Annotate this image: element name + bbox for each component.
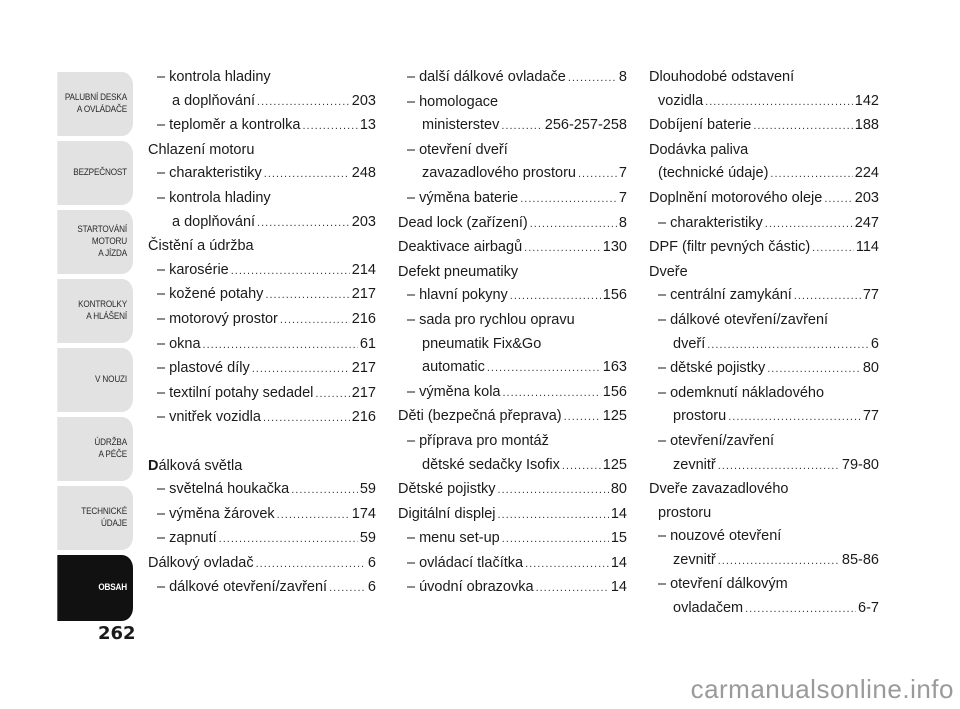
index-entry (398, 356, 627, 381)
entry-label: – karosérie (157, 261, 229, 278)
page-reference[interactable]: 14 (610, 554, 627, 571)
entry-label: – textilní potahy sedadel (157, 384, 314, 401)
dot-leader (277, 504, 350, 528)
entry-label: – hlavní pokyny (407, 287, 508, 304)
page-reference[interactable]: 6 (367, 554, 376, 571)
page-reference[interactable]: 217 (351, 360, 376, 377)
index-entry (649, 478, 879, 502)
tab-údržba[interactable]: ÚDRŽBA A PÉČE (57, 417, 133, 481)
entry-label: ministerstev (422, 117, 500, 134)
index-entry (649, 66, 879, 90)
index-entry (398, 381, 627, 406)
index-entry (148, 66, 376, 90)
page-reference[interactable]: 248 (351, 165, 376, 182)
section-letter: D (148, 457, 159, 474)
page-reference[interactable]: 203 (351, 213, 376, 230)
entry-label: – výměna baterie (407, 189, 519, 206)
dot-leader (745, 598, 856, 622)
page-reference[interactable]: 188 (854, 117, 879, 134)
page-reference[interactable]: 14 (610, 505, 627, 522)
dot-leader (812, 237, 854, 261)
entry-label: Digitální displej (398, 505, 496, 522)
index-entry (398, 212, 627, 237)
index-entry (649, 162, 879, 187)
index-entry (649, 309, 879, 333)
tab-obsah[interactable]: OBSAH (57, 555, 133, 621)
entry-label: Děti (bezpečná přeprava) (398, 408, 562, 425)
dot-leader (510, 285, 601, 309)
index-entry (148, 139, 376, 163)
page-reference[interactable]: 203 (854, 189, 879, 206)
index-entry (148, 576, 376, 601)
dot-leader (329, 577, 366, 601)
entry-label: – homologace (407, 93, 499, 110)
dot-leader (256, 553, 366, 577)
page-reference[interactable]: 156 (602, 287, 627, 304)
tab-bezpečnost[interactable]: BEZPEČNOST (57, 141, 133, 205)
index-column-3 (649, 66, 879, 622)
index-entry (398, 139, 627, 163)
page-reference[interactable]: 130 (602, 239, 627, 256)
page-reference[interactable]: 174 (351, 505, 376, 522)
page-reference[interactable]: 77 (862, 408, 879, 425)
dot-leader (498, 479, 609, 503)
index-entry (398, 114, 627, 139)
page-reference[interactable]: 216 (351, 409, 376, 426)
entry-label: Dálkový ovladač (148, 554, 254, 571)
dot-leader (578, 163, 617, 187)
dot-leader (705, 91, 853, 115)
entry-label: – otevření dálkovým (658, 576, 788, 593)
dot-leader (765, 213, 853, 237)
entry-label: – výměna kola (407, 383, 501, 400)
dot-leader (525, 553, 609, 577)
entry-label: Defekt pneumatiky (398, 263, 519, 280)
index-entry (148, 162, 376, 187)
tab-startování[interactable]: STARTOVÁNÍ MOTORU A JÍZDA (57, 210, 133, 274)
entry-label: – ovládací tlačítka (407, 554, 524, 571)
index-entry (398, 552, 627, 577)
dot-leader (753, 115, 852, 139)
index-entry (649, 90, 879, 115)
dot-leader (568, 67, 617, 91)
index-entry (148, 455, 376, 479)
entry-label: automatic (422, 359, 485, 376)
entry-label: – dálkové otevření/zavření (658, 311, 829, 328)
index-entry (649, 212, 879, 237)
entry-label: Dětské pojistky (398, 481, 496, 498)
index-entry (148, 382, 376, 407)
page-reference[interactable]: 114 (855, 239, 879, 256)
entry-label: prostoru (658, 504, 712, 521)
index-entry (649, 502, 879, 526)
page-reference[interactable]: 6-7 (858, 600, 879, 617)
index-entry (649, 597, 879, 622)
page-reference[interactable]: 7 (618, 189, 627, 206)
index-entry (148, 187, 376, 211)
page-reference[interactable]: 156 (602, 383, 627, 400)
index-entry (649, 430, 879, 454)
page-reference[interactable]: 59 (359, 481, 376, 498)
page-reference[interactable]: 7 (618, 165, 627, 182)
spacer (148, 431, 376, 455)
page-reference[interactable]: 15 (610, 530, 627, 547)
entry-label: Dlouhodobé odstavení (649, 69, 795, 85)
dot-leader (487, 357, 601, 381)
entry-label: – motorový prostor (157, 310, 278, 327)
dot-leader (503, 382, 601, 406)
page-reference[interactable]: 79-80 (841, 456, 879, 473)
page-reference[interactable]: 80 (862, 360, 879, 377)
index-entry (148, 406, 376, 431)
dot-leader (498, 504, 609, 528)
index-entry (649, 549, 879, 574)
page-reference[interactable]: 217 (351, 286, 376, 303)
entry-label: Dveře zavazadlového (649, 481, 789, 498)
dot-leader (263, 407, 350, 431)
dot-leader (728, 406, 861, 430)
entry-label: – kožené potahy (157, 286, 264, 303)
dot-leader (767, 358, 861, 382)
tab-technické[interactable]: TECHNICKÉ ÚDAJE (57, 486, 133, 550)
entry-label: Dead lock (zařízení) (398, 214, 528, 231)
page-reference[interactable]: 256-257-258 (544, 117, 627, 134)
page-number: 262 (98, 623, 136, 644)
index-entry (649, 525, 879, 549)
index-entry (649, 382, 879, 406)
dot-leader (520, 188, 617, 212)
entry-label: zevnitř (673, 551, 716, 568)
index-column-2 (398, 66, 627, 601)
section-tabs (45, 72, 133, 626)
dot-leader (257, 91, 350, 115)
page-reference[interactable]: 214 (351, 261, 376, 278)
index-entry (398, 527, 627, 552)
index-entry (398, 503, 627, 528)
entry-label: Dveře (649, 263, 688, 280)
entry-label: – charakteristiky (157, 165, 262, 182)
entry-label: Dodávka paliva (649, 141, 749, 158)
entry-label: DPF (filtr pevných částic) (649, 239, 811, 256)
index-entry (148, 114, 376, 139)
index-entry (649, 139, 879, 163)
entry-label: vozidla (658, 92, 704, 109)
entry-label: prostoru (673, 408, 727, 425)
index-entry (649, 261, 879, 285)
page-reference[interactable]: 203 (351, 92, 376, 109)
index-entry (649, 114, 879, 139)
dot-leader (718, 455, 840, 479)
index-entry (398, 66, 627, 91)
entry-label: – kontrola hladiny (157, 69, 271, 85)
dot-leader (231, 260, 350, 284)
entry-label: – menu set-up (407, 530, 500, 547)
index-entry (148, 357, 376, 382)
page-reference[interactable]: 125 (602, 408, 627, 425)
page-reference[interactable]: 224 (854, 165, 879, 182)
page-reference[interactable]: 6 (367, 579, 376, 596)
entry-label: – sada pro rychlou opravu (407, 311, 575, 328)
page-reference[interactable]: 8 (618, 214, 627, 231)
entry-label: – vnitřek vozidla (157, 409, 261, 426)
entry-label: Deaktivace airbagů (398, 239, 523, 256)
dot-leader (770, 163, 852, 187)
index-entry (148, 503, 376, 528)
entry-label: dětské sedačky Isofix (422, 456, 560, 473)
page-reference[interactable]: 61 (359, 335, 376, 352)
entry-label: a doplňování (172, 92, 256, 109)
index-entry (148, 235, 376, 259)
index-entry (148, 283, 376, 308)
index-entry (398, 430, 627, 454)
page-reference[interactable]: 13 (359, 117, 376, 134)
entry-label: zavazadlového prostoru (422, 165, 576, 182)
entry-label: – okna (157, 335, 201, 352)
index-entry (649, 284, 879, 309)
page-reference[interactable]: 6 (870, 335, 879, 352)
entry-label: – odemknutí nákladového (658, 384, 825, 401)
dot-leader (824, 188, 852, 212)
page-reference[interactable]: 142 (854, 92, 879, 109)
page-reference[interactable]: 14 (610, 579, 627, 596)
page-reference[interactable]: 59 (359, 530, 376, 547)
entry-label: pneumatik Fix&Go (422, 335, 542, 352)
entry-label: Chlazení motoru (148, 141, 255, 158)
dot-leader (264, 163, 350, 187)
index-entry (649, 333, 879, 358)
index-column-1 (148, 66, 376, 601)
index-entry (398, 162, 627, 187)
dot-leader (530, 213, 617, 237)
dot-leader (501, 115, 542, 139)
dot-leader (219, 528, 358, 552)
index-entry (649, 357, 879, 382)
entry-label: – výměna žárovek (157, 505, 275, 522)
entry-label: – úvodní obrazovka (407, 579, 534, 596)
dot-leader (707, 334, 869, 358)
dot-leader (280, 309, 350, 333)
entry-label: – nouzové otevření (658, 528, 782, 545)
page-reference[interactable]: 85-86 (841, 551, 879, 568)
dot-leader (502, 528, 609, 552)
index-entry (649, 187, 879, 212)
dot-leader (524, 237, 601, 261)
index-entry (398, 261, 627, 285)
page-reference[interactable]: 216 (351, 310, 376, 327)
page-reference[interactable]: 8 (618, 69, 627, 85)
entry-label: a doplňování (172, 213, 256, 230)
page-reference[interactable]: 77 (862, 287, 879, 304)
entry-label: Dobíjení baterie (649, 117, 752, 134)
index-entry (649, 573, 879, 597)
page-reference[interactable]: 163 (602, 359, 627, 376)
index-entry (398, 576, 627, 601)
entry-label: – teploměr a kontrolka (157, 117, 301, 134)
entry-label: ovladačem (673, 600, 744, 617)
index-entry (398, 478, 627, 503)
index-entry (649, 454, 879, 479)
index-entry (649, 405, 879, 430)
index-entry (148, 259, 376, 284)
page-reference[interactable]: 247 (854, 214, 879, 231)
entry-label: – dětské pojistky (658, 360, 766, 377)
dot-leader (265, 284, 349, 308)
entry-label: Čistění a údržba (148, 238, 254, 255)
index-entry (148, 478, 376, 503)
entry-label: dveří (673, 335, 706, 352)
index-entry (398, 187, 627, 212)
entry-label: – další dálkové ovladače (407, 69, 566, 85)
watermark: carmanualsonline.info (690, 674, 954, 704)
entry-label: – plastové díly (157, 360, 250, 377)
dot-leader (794, 285, 861, 309)
entry-label: – dálkové otevření/zavření (157, 579, 328, 596)
index-entry (148, 552, 376, 577)
page-reference[interactable]: 80 (610, 481, 627, 498)
entry-label: – kontrola hladiny (157, 189, 271, 206)
entry-label: Doplnění motorového oleje (649, 189, 823, 206)
entry-label: – otevření dveří (407, 141, 508, 158)
dot-leader (257, 212, 350, 236)
index-entry (148, 527, 376, 552)
index-entry (398, 405, 627, 430)
tab-v-nouzi[interactable]: V NOUZI (57, 348, 133, 412)
index-entry (148, 333, 376, 358)
tab-kontrolky[interactable]: KONTROLKY A HLÁŠENÍ (57, 279, 133, 343)
entry-label: – světelná houkačka (157, 481, 290, 498)
entry-label: zevnitř (673, 456, 716, 473)
dot-leader (562, 455, 601, 479)
entry-label: (technické údaje) (658, 165, 769, 182)
entry-label: – zapnutí (157, 530, 217, 547)
tab-palubní-deska[interactable]: PALUBNÍ DESKA A OVLÁDAČE (57, 72, 133, 136)
dot-leader (564, 406, 601, 430)
index-entry (398, 309, 627, 333)
dot-leader (252, 358, 350, 382)
page-reference[interactable]: 125 (602, 456, 627, 473)
index-entry (148, 211, 376, 236)
dot-leader (718, 550, 840, 574)
index-entry (398, 236, 627, 261)
index-entry (148, 90, 376, 115)
index-entry (148, 308, 376, 333)
entry-label: – centrální zamykání (658, 287, 792, 304)
entry-label: – příprava pro montáž (407, 432, 549, 449)
index-entry (398, 333, 627, 357)
index-entry (398, 91, 627, 115)
page-reference[interactable]: 217 (351, 384, 376, 401)
dot-leader (291, 479, 358, 503)
entry-label: – charakteristiky (658, 214, 763, 231)
dot-leader (302, 115, 357, 139)
entry-label (148, 455, 242, 479)
entry-label: – otevření/zavření (658, 432, 775, 449)
index-entry (398, 454, 627, 479)
dot-leader (536, 577, 609, 601)
dot-leader (315, 383, 349, 407)
index-entry (398, 284, 627, 309)
dot-leader (203, 334, 358, 358)
entry-label-rest: álková světla (158, 457, 243, 474)
index-entry (649, 236, 879, 261)
